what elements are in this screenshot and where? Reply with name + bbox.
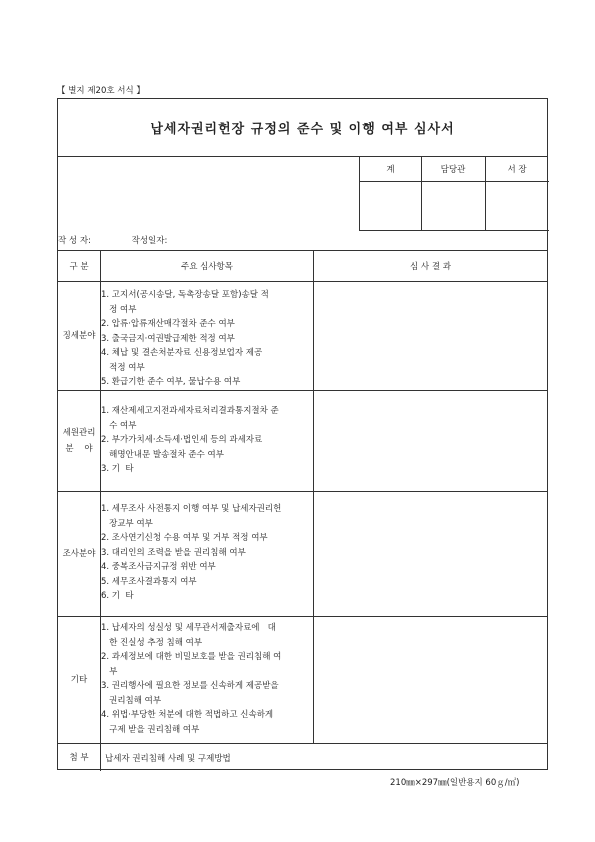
date-label: 작성일자: <box>131 236 168 246</box>
review-item: 4. 중복조사금지규정 위반 여부 <box>101 562 216 572</box>
attachment-label: 첨 부 <box>69 752 89 763</box>
category-collection: 징세분야 <box>62 331 96 341</box>
approval-col-officer: 담당관 <box>421 156 485 182</box>
divider <box>313 250 314 743</box>
review-item: 해명안내문 발송절차 준수 여부 <box>101 449 224 460</box>
section-items-other <box>101 621 313 737</box>
paper-size-note: 210㎜×297㎜(일반용지 60ｇ/㎡) <box>390 778 520 788</box>
result-cell-collection[interactable] <box>314 282 547 390</box>
form-number-label: 【 별지 제20호 서식 】 <box>57 86 145 96</box>
result-cell-tax-base[interactable] <box>314 391 547 491</box>
author-info <box>58 234 458 246</box>
review-item: 부 <box>101 666 118 677</box>
approval-box <box>359 156 549 230</box>
title-box <box>58 99 547 157</box>
category-investigation: 조사분야 <box>62 549 96 559</box>
author-label: 작 성 자: <box>58 236 91 246</box>
approval-sign-director[interactable] <box>485 181 549 230</box>
review-item: 3. 기 타 <box>101 464 134 474</box>
review-item: 2. 압류·압류재산매각절차 준수 여부 <box>101 319 235 329</box>
review-form <box>57 98 548 770</box>
review-item: 1. 세무조사 사전통지 이행 여부 및 납세자권리헌 <box>101 504 282 514</box>
review-item: 5. 환급기한 준수 여부, 물납수용 여부 <box>101 377 241 387</box>
review-item: 6. 기 타 <box>101 591 134 601</box>
result-cell-investigation[interactable] <box>314 492 547 616</box>
review-item: 권리침해 여부 <box>101 695 162 706</box>
review-item: 2. 부가가치세·소득세·법인세 등의 과세자료 <box>101 435 263 445</box>
review-item: 1. 납세자의 성실성 및 세무관서제출자료에 대 <box>101 623 276 633</box>
review-item: 장교부 여부 <box>101 518 153 529</box>
review-item: 적정 여부 <box>101 362 145 373</box>
review-item: 1. 고지서(공시송달, 독촉장송달 포함)송달 적 <box>101 290 269 300</box>
approval-sign-staff[interactable] <box>360 181 421 230</box>
divider <box>421 156 422 230</box>
review-item: 4. 위법·부당한 처분에 대한 적법하고 신속하게 <box>101 710 274 720</box>
header-items: 주요 심사항목 <box>181 262 233 272</box>
review-item: 2. 과세정보에 대한 비밀보호를 받을 권리침해 여 <box>101 652 282 662</box>
review-item: 3. 권리행사에 필요한 정보를 신속하게 제공받을 <box>101 681 279 691</box>
approval-col-staff: 계 <box>360 156 421 182</box>
divider <box>359 230 549 231</box>
divider <box>485 156 486 230</box>
attachment-text: 납세자 권리침해 사례 및 구제방법 <box>105 753 231 764</box>
section-items-investigation <box>101 502 313 604</box>
divider <box>100 250 101 771</box>
approval-col-director: 서 장 <box>485 156 549 182</box>
review-item: 3. 대리인의 조력을 받을 권리침해 여부 <box>101 547 246 558</box>
review-item: 수 여부 <box>101 420 137 431</box>
category-tax-base: 세원관리 분 야 <box>62 428 96 454</box>
approval-sign-officer[interactable] <box>421 181 485 230</box>
header-result: 심 사 결 과 <box>410 262 451 272</box>
section-items-collection <box>101 288 313 390</box>
review-item: 5. 세무조사결과통지 여부 <box>101 576 197 587</box>
header-category: 구 분 <box>69 262 89 272</box>
result-cell-other[interactable] <box>314 617 547 743</box>
section-items-tax-base <box>101 404 313 477</box>
review-item: 구제 받을 권리침해 여부 <box>101 724 200 735</box>
category-other: 기타 <box>70 675 88 685</box>
form-title: 납세자권리헌장 규정의 준수 및 이행 여부 심사서 <box>150 122 455 137</box>
review-item: 정 여부 <box>101 304 137 315</box>
review-item: 2. 조사연기신청 수용 여부 및 거부 적정 여부 <box>101 533 268 543</box>
review-item: 한 진실성 추정 침해 여부 <box>101 637 203 648</box>
review-item: 4. 체납 및 결손처분자료 신용정보업자 제공 <box>101 348 263 358</box>
review-item: 1. 재산제세고지전과세자료처리결과통지절차 준 <box>101 406 279 416</box>
review-item: 3. 출국금지·여권발급제한 적정 여부 <box>101 333 235 344</box>
